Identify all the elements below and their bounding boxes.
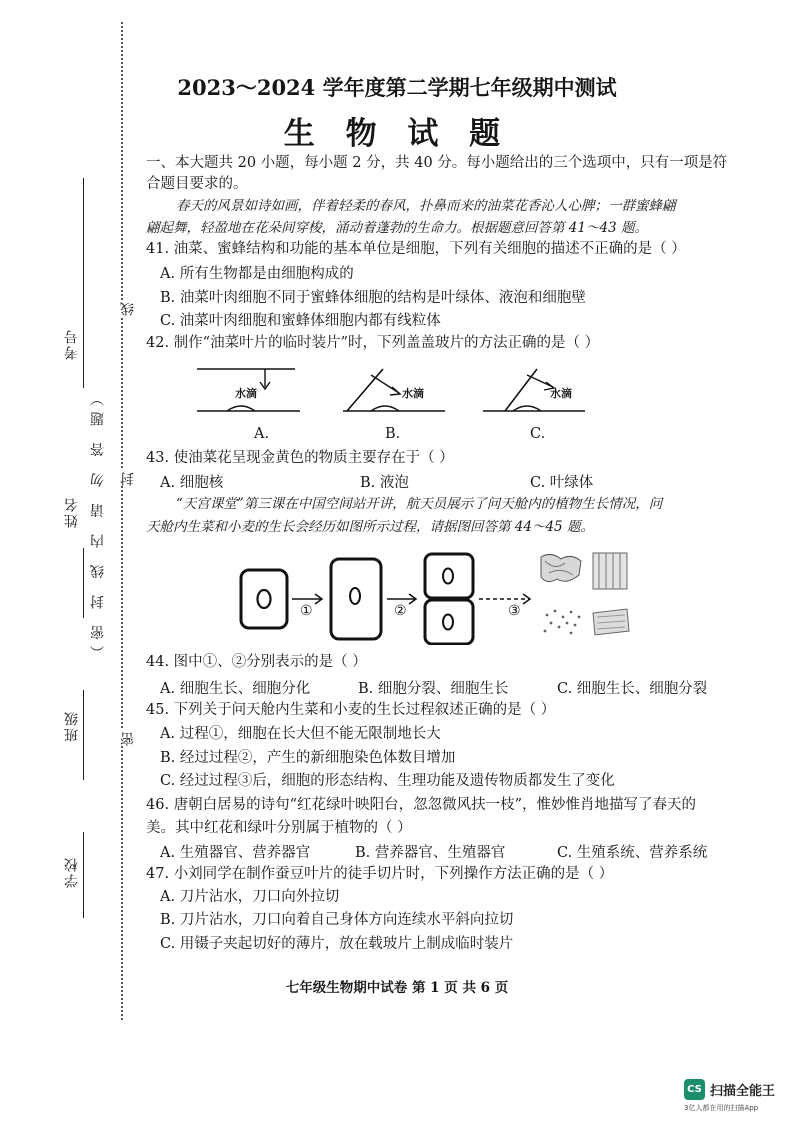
q44-option-b[interactable]: B. 细胞分裂、细胞生长 — [358, 681, 509, 697]
seal-mark-line: 线 — [120, 300, 136, 316]
q46-stem-line1: 46. 唐朝白居易的诗句“红花绿叶映阳台，忽忽微风扶一枝”，惟妙惟肖地描写了春天的 — [146, 797, 696, 813]
class-field[interactable] — [83, 690, 84, 780]
q43-option-c[interactable]: C. 叶绿体 — [530, 475, 594, 491]
seal-mark-mi: 密 — [120, 730, 136, 746]
camscanner-logo-icon: CS — [684, 1079, 705, 1100]
class-label: 班级 — [64, 710, 80, 742]
q45-option-b[interactable]: B. 经过过程②，产生的新细胞染色体数目增加 — [160, 750, 456, 766]
binding-dotted-line — [121, 22, 123, 1020]
q45-stem: 45. 下列关于问天舱内生菜和小麦的生长过程叙述正确的是（ ） — [146, 702, 556, 718]
water-drop-label-c: 水滴 — [550, 387, 572, 400]
seal-mark-feng: 封 — [120, 470, 136, 486]
q44-option-c[interactable]: C. 细胞生长、细胞分裂 — [557, 681, 708, 697]
q46-option-a[interactable]: A. 生殖器官、营养器官 — [160, 845, 311, 861]
q47-option-a[interactable]: A. 刀片沾水，刀口向外拉切 — [160, 889, 340, 905]
q47-stem: 47. 小刘同学在制作蚕豆叶片的徒手切片时，下列操作方法正确的是（ ） — [146, 866, 614, 882]
water-drop-label-b: 水滴 — [402, 387, 424, 400]
watermark-tagline: 3亿人都在用的扫描App — [684, 1104, 759, 1112]
q44-option-a[interactable]: A. 细胞生长、细胞分化 — [160, 681, 311, 697]
q42-option-a[interactable]: A. — [254, 426, 270, 442]
coverslip-diagram-b — [343, 369, 445, 411]
watermark-brand-name: 扫描全能王 — [710, 1084, 776, 1099]
exam-number-label: 考号 — [64, 328, 80, 360]
school-field[interactable] — [83, 832, 84, 918]
section-instruction-line2: 合题目要求的。 — [146, 176, 248, 192]
passage1-line1: 春天的风景如诗如画，伴着轻柔的春风，扑鼻而来的油菜花香沁人心脾；一群蜜蜂翩 — [176, 198, 676, 214]
name-label: 姓名 — [64, 496, 80, 528]
section-instruction-line1: 一、本大题共 20 小题，每小题 2 分，共 40 分。每小题给出的三个选项中，只有一项是符 — [146, 155, 728, 171]
process-label-2: ② — [394, 603, 407, 619]
grown-cell — [331, 559, 381, 639]
process-label-3: ③ — [508, 603, 521, 619]
q41-option-b[interactable]: B. 油菜叶肉细胞不同于蜜蜂体细胞的结构是叶绿体、液泡和细胞壁 — [160, 290, 586, 306]
name-field[interactable] — [83, 548, 84, 618]
exam-title: 2023～2024 学年度第二学期七年级期中测试 — [177, 75, 617, 100]
q43-option-b[interactable]: B. 液泡 — [360, 475, 409, 491]
q43-stem: 43. 使油菜花呈现金黄色的物质主要存在于（ ） — [146, 450, 454, 466]
subject-title: 生 物 试 题 — [283, 116, 511, 152]
water-drop-label-a: 水滴 — [235, 387, 257, 400]
passage2-line2: 天舱内生菜和小麦的生长会经历如图所示过程，请据图回答第 44～45 题。 — [146, 519, 594, 535]
q46-stem-line2: 美。其中红花和绿叶分别属于植物的（ ） — [146, 820, 412, 836]
q42-option-c[interactable]: C. — [530, 426, 546, 442]
q43-option-a[interactable]: A. 细胞核 — [160, 475, 224, 491]
q41-option-c[interactable]: C. 油菜叶肉细胞和蜜蜂体细胞内都有线粒体 — [160, 313, 441, 329]
school-label: 学校 — [64, 856, 80, 888]
exam-number-field[interactable] — [83, 178, 84, 388]
process-label-1: ① — [300, 603, 313, 619]
passage1-line2: 翩起舞，轻盈地在花朵间穿梭，涌动着蓬勃的生命力。根据题意回答第 41～43 题。 — [146, 220, 648, 236]
q46-option-b[interactable]: B. 营养器官、生殖器官 — [355, 845, 506, 861]
q45-option-a[interactable]: A. 过程①，细胞在长大但不能无限制地长大 — [160, 726, 441, 742]
cell-process-figure — [235, 545, 645, 645]
q44-stem: 44. 图中①、②分别表示的是（ ） — [146, 654, 367, 670]
q42-option-b[interactable]: B. — [385, 426, 401, 442]
page-footer: 七年级生物期中试卷 第 1 页 共 6 页 — [285, 980, 509, 996]
small-cell — [241, 570, 287, 628]
seal-notice: （密 封 线 内 请 勿 答 题） — [90, 386, 106, 660]
passage2-line1: “天宫课堂”第三课在中国空间站开讲，航天员展示了问天舱内的植物生长情况，问 — [176, 496, 663, 512]
q42-stem: 42. 制作“油菜叶片的临时装片”时，下列盖盖玻片的方法正确的是（ ） — [146, 335, 600, 351]
q41-option-a[interactable]: A. 所有生物都是由细胞构成的 — [160, 266, 354, 282]
q47-option-b[interactable]: B. 刀片沾水，刀口向着自己身体方向连续水平斜向拉切 — [160, 912, 514, 928]
scanner-watermark — [684, 1079, 775, 1113]
q46-option-c[interactable]: C. 生殖系统、营养系统 — [557, 845, 708, 861]
q47-option-c[interactable]: C. 用镊子夹起切好的薄片，放在载玻片上制成临时装片 — [160, 936, 514, 952]
tissue-images — [541, 553, 629, 635]
divided-cells — [425, 554, 473, 644]
q41-stem: 41. 油菜、蜜蜂结构和功能的基本单位是细胞，下列有关细胞的描述不正确的是（ ） — [146, 241, 686, 257]
q45-option-c[interactable]: C. 经过过程③后，细胞的形态结构、生理功能及遗传物质都发生了变化 — [160, 773, 615, 789]
